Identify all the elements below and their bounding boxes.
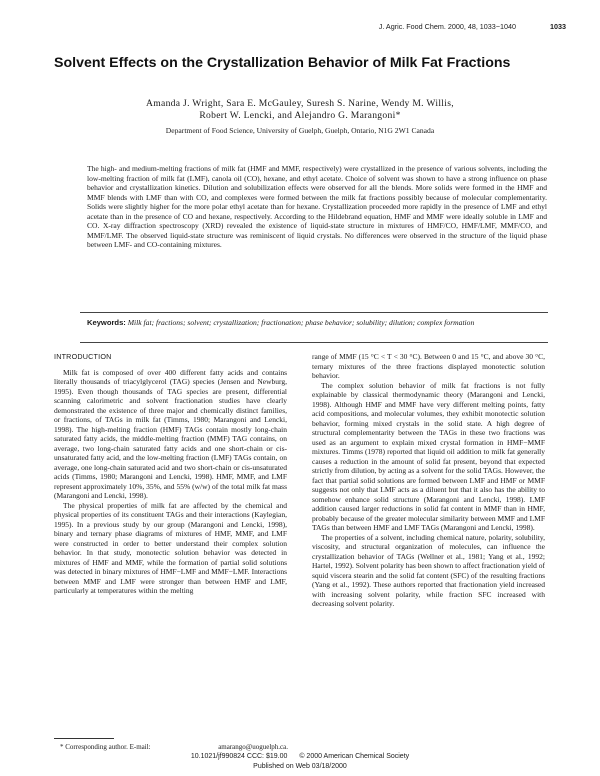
divider [80,342,548,343]
abstract: The high- and medium-melting fractions of milk fat (HMF and MMF, respectively) were crystallized in the presence of various solvents, including the low-melting fraction of milk fat (LMF), canola oil (CO), hexane, and ethyl acetate. Choice of solvent was shown to have a strong influence on phase behavior and crystallization kinetics. Dilution and solubilization effects were observed for all the blends. More solids were formed in the HMF and MMF blends with LMF than with CO, and complexes were formed between the milk fat fractions possibly because of molecular complementarity. Solids were slightly higher for the more polar ethyl acetate than for hexane. Crystallization proceeded more rapidly in the presence of LMF and ethyl acetate than in the presence of CO and hexane, respectively. According to the Hildebrand equation, HMF and MMF were ideally soluble in LMF and CO. X-ray diffraction spectroscopy (XRD) revealed the existence of liquid-state structure in mixtures of HMF/CO, HMF/LMF, MMF/CO, and MMF/LMF. The observed liquid-state structure was reminiscent of liquid crystals. No differences were observed in the structure of the liquid phase between LMF- and CO-containing mixtures. [87,164,547,249]
keywords-label: Keywords: [87,318,126,327]
paragraph: The physical properties of milk fat are affected by the chemical and physical properties of its constituent TAGs and their interactions (Kaylegian, 1995). In a previous study by our group (Marangoni and Lencki, 1998), binary and ternary phase diagrams of mixtures of HMF, MMF, and LMF were constructed in order to better understand their complex solution behavior. In that study, monotectic solution behavior was detected in mixtures of HMF and MMF, while the formation of partial solid solutions was detected in binary mixtures of HMF−LMF and MMF−LMF. Interactions between MMF and LMF were stronger than between HMF and LMF, particularly at temperatures within the melting [54,500,287,595]
keywords [87,318,547,328]
paragraph: The properties of a solvent, including chemical nature, polarity, solubility, viscosity, and structural organization of molecules, can influence the crystallization behavior of TAGs (Wellner et al., 1981; Yang et al., 1992; Hartel, 1992). Solvent polarity has been shown to affect fractionation yield of squid viscera stearin and the solid fat content (SFC) of the resulting fractions (Yang et al., 1992). These authors reported that fractionation yield increased with increasing solvent polarity, while fraction SFC increased with decreasing solvent polarity. [312,532,545,608]
author-line: Amanda J. Wright, Sara E. McGauley, Suresh S. Narine, Wendy M. Willis, [146,98,454,109]
keywords-text: Milk fat; fractions; solvent; crystallization; fractionation; phase behavior; solubility; dilution; complex formation [127,318,475,327]
divider [80,312,548,313]
section-heading: INTRODUCTION [54,352,112,361]
journal-citation: J. Agric. Food Chem. 2000, 48, 1033−1040 [378,22,516,31]
paragraph: The complex solution behavior of milk fat fractions is not fully explainable by classical thermodynamic theory (Marangoni and Lencki, 1998). Although HMF and MMF have very different melting points, fatty acid compositions, and molecular volumes, they exhibit monotectic solution behavior, forming mixed crystals in the solid state. A high degree of structural complementarity between the TAGs in these two fractions was used as an argument to explain mixed crystal formation in HMF−MMF mixtures. Timms (1978) reported that liquid oil addition to milk fat generally causes a reduction in the amount of solid fat present, beyond that expected strictly from dilution, by acting as a solvent for the solid TAGs. However, the fact that partial solid solutions are formed between LMF and HMF or MMF suggests not only that LMF acts as a diluent but that it also has the ability to somehow enhance solid structure (Marangoni and Lencki, 1998). LMF addition caused larger reductions in solid fat content in MMF than in HMF, probably because of the greater molecular similarity between MMF and LMF TAGs than between HMF and LMF TAGs (Marangoni and Lencki, 1998). [312,380,545,532]
author-list [0,98,600,123]
publication-info [0,752,600,771]
copyright: © 2000 American Chemical Society [299,753,410,760]
paragraph: range of MMF (15 °C < T < 30 °C). Between 0 and 15 °C, and above 30 °C, ternary mixtures of the three fractions displayed monotectic solution behavior. [312,352,545,380]
footnote-label: * Corresponding author. E-mail: [60,743,151,751]
footnote-divider [54,738,114,739]
left-column [54,352,287,596]
affiliation: Department of Food Science, University of Guelph, Guelph, Ontario, N1G 2W1 Canada [165,126,435,135]
article-title: Solvent Effects on the Crystallization Behavior of Milk Fat Fractions [54,55,511,71]
author-line: Robert W. Lencki, and Alejandro G. Marangoni* [199,110,401,122]
right-column [312,352,545,609]
footnote [60,743,288,752]
page-number: 1033 [550,22,566,31]
paragraph: Milk fat is composed of over 400 different fatty acids and contains literally thousands of triacylglycerol (TAG) species (Jensen and Newburg, 1995). Even though thousands of TAG species are present, differential scanning calorimetric and solvent fractionation studies have clearly demonstrated the existence of three major and chemically distinct families, or fractions, of TAGs in milk fat (Timms, 1980; Marangoni and Lencki, 1998). The high-melting fraction (HMF) TAGs contain mostly long-chain saturated fatty acids, the middle-melting fraction (MMF) TAG contains, on average, two long-chain saturated fatty acids and one short-chain or cis-unsaturated fatty acid, and the low-melting fraction (LMF) TAGs contain, on average, one long-chain saturated acid and two short-chain or cis-unsaturated acids (Timms, 1980; Marangoni and Lencki, 1998). HMF, MMF, and LMF represent approximately 10%, 35%, and 55% (w/w) of the total milk fat mass (Marangoni and Lencki, 1998). [54,367,287,500]
running-header [379,22,566,31]
published-date: Published on Web 03/18/2000 [253,762,347,770]
footnote-email[interactable]: amarango@uoguelph.ca. [218,743,288,751]
doi: 10.1021/jf990824 CCC: $19.00 [190,753,288,760]
